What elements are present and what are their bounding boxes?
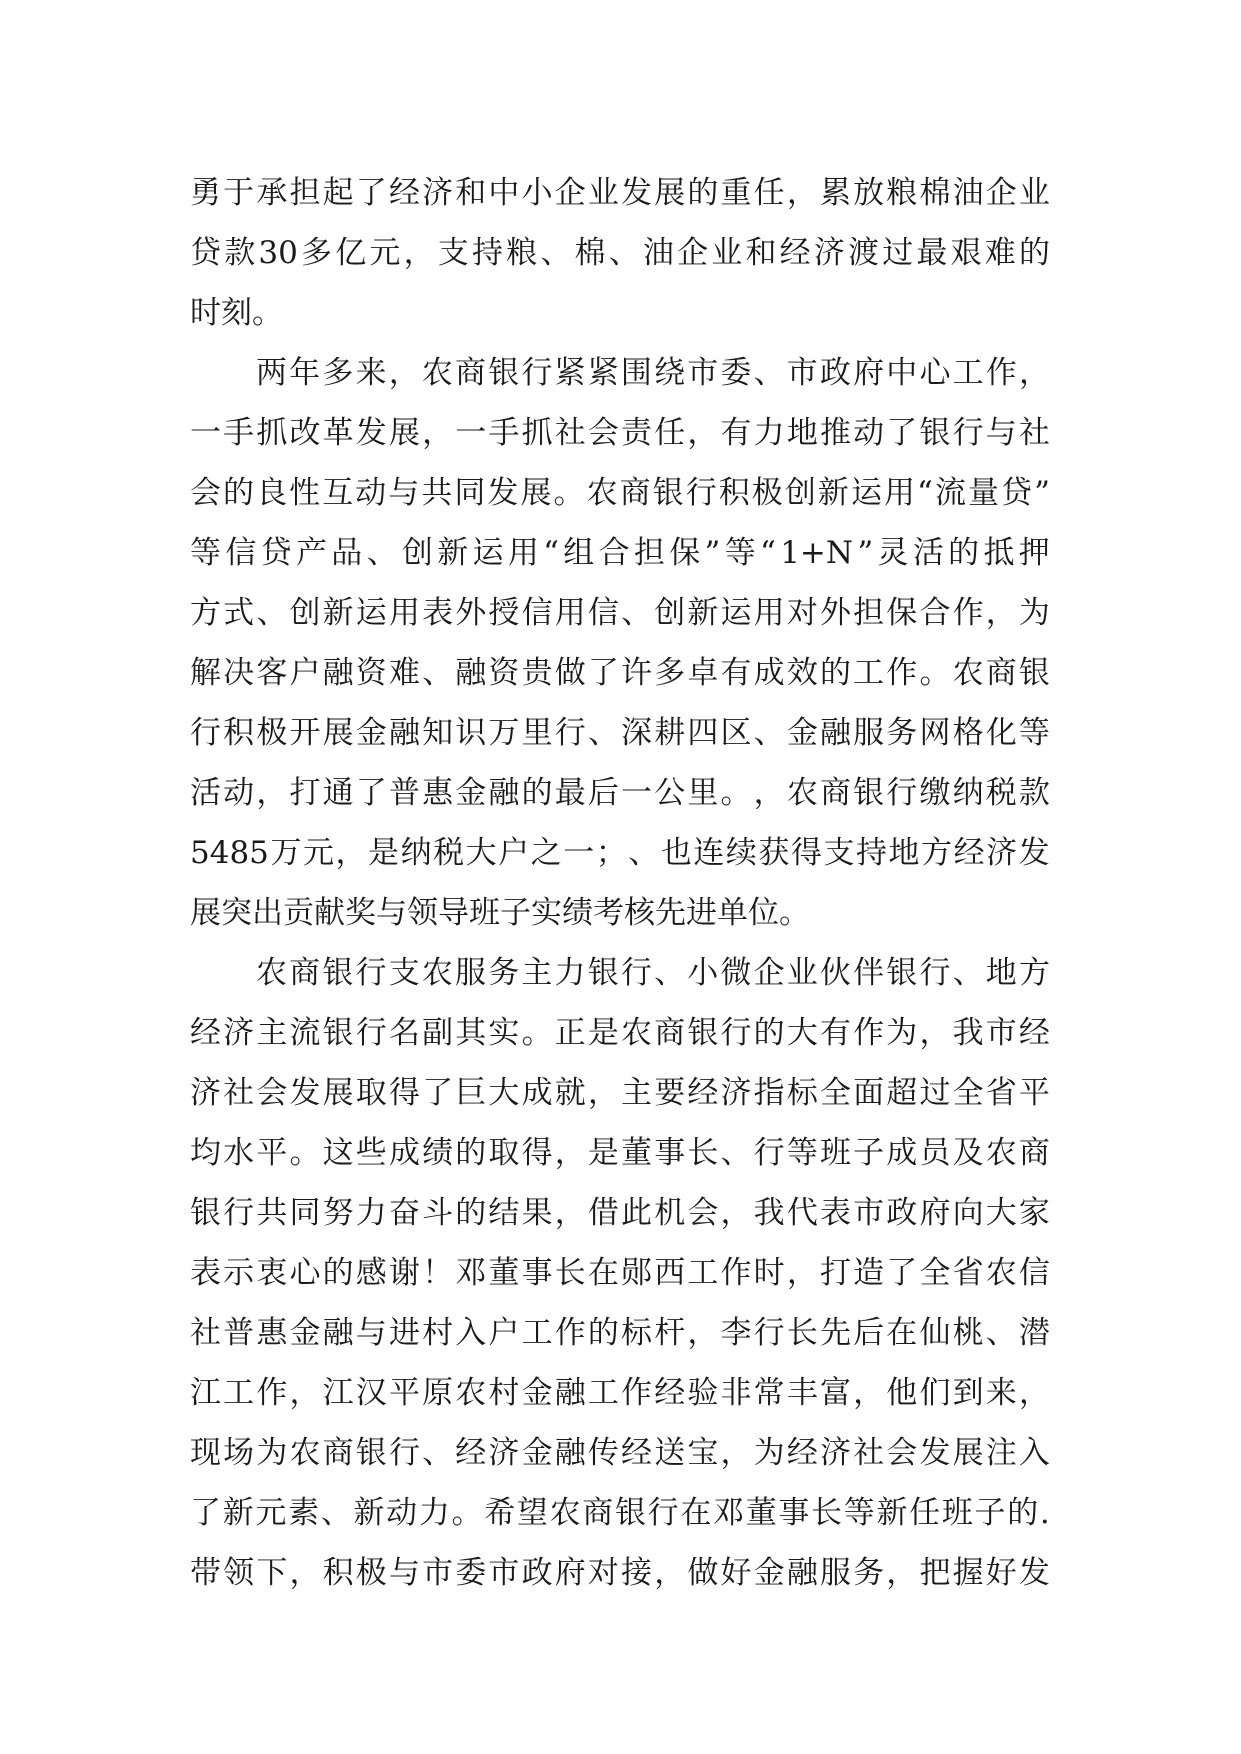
text-line: 贷 款 30 多 亿 元 ， 支 持 粮 、 棉 、 油 企 业 和 经 济 渡 过 最 艰 难 的 [190, 235, 1050, 271]
text-line: 勇 于 承 担 起 了 经 济 和 中 小 企 业 发 展 的 重 任 ， 累 放 粮 棉 油 企 业 [190, 175, 1050, 211]
text-line: 济 社 会 发 展 取 得 了 巨 大 成 就 ， 主 要 经 济 指 标 全 面 超 过 全 省 平 [190, 1075, 1050, 1111]
text-line: 方 式 、 创 新 运 用 表 外 授 信 用 信 、 创 新 运 用 对 外 担 保 合 作 ， 为 [190, 595, 1050, 631]
text-line: 活 动 ， 打 通 了 普 惠 金 融 的 最 后 一 公 里 。 ， 农 商 银 行 缴 纳 税 款 [190, 775, 1050, 811]
text-line: 农 商 银 行 支 农 服 务 主 力 银 行 、 小 微 企 业 伙 伴 银 行 、 地 方 [256, 955, 1050, 991]
text-line: 社 普 惠 金 融 与 进 村 入 户 工 作 的 标 杆 ， 李 行 长 先 后 在 仙 桃 、 潜 [190, 1315, 1050, 1351]
text-line: 均 水 平 。 这 些 成 绩 的 取 得 ， 是 董 事 长 、 行 等 班 子 成 员 及 农 商 [190, 1135, 1050, 1171]
text-line: 5485 万 元 ， 是 纳 税 大 户 之 一 ； 、 也 连 续 获 得 支 持 地 方 经 济 发 [190, 835, 1050, 871]
text-line: 江 工 作 ， 江 汉 平 原 农 村 金 融 工 作 经 验 非 常 丰 富 ， 他 们 到 来 ， [190, 1375, 1050, 1411]
text-line: 一 手 抓 改 革 发 展 ， 一 手 抓 社 会 责 任 ， 有 力 地 推 动 了 银 行 与 社 [190, 415, 1050, 451]
text-line: 解 决 客 户 融 资 难 、 融 资 贵 做 了 许 多 卓 有 成 效 的 工 作 。 农 商 银 [190, 655, 1050, 691]
text-line: 表 示 衷 心 的 感 谢 ！ 邓 董 事 长 在 郧 西 工 作 时 ， 打 造 了 全 省 农 信 [190, 1255, 1050, 1291]
text-line: 现 场 为 农 商 银 行 、 经 济 金 融 传 经 送 宝 ， 为 经 济 社 会 发 展 注 入 [190, 1435, 1050, 1471]
document-body [190, 163, 1050, 1603]
text-line: 等 信 贷 产 品 、 创 新 运 用 “ 组 合 担 保 ” 等 “ 1+N ” 灵 活 的 抵 押 [190, 535, 1050, 571]
text-line: 两 年 多 来 ， 农 商 银 行 紧 紧 围 绕 市 委 、 市 政 府 中 心 工 作 ， [256, 355, 1050, 391]
text-line: 时刻。 [190, 295, 283, 331]
text-line: 了 新 元 素 、 新 动 力 。 希 望 农 商 银 行 在 邓 董 事 长 等 新 任 班 子 的 . [190, 1495, 1050, 1531]
text-line: 银 行 共 同 努 力 奋 斗 的 结 果 ， 借 此 机 会 ， 我 代 表 市 政 府 向 大 家 [190, 1195, 1050, 1231]
text-line: 展突出贡献奖与领导班子实绩考核先进单位。 [190, 895, 810, 931]
text-line: 带 领 下 ， 积 极 与 市 委 市 政 府 对 接 ， 做 好 金 融 服 务 ， 把 握 好 发 [190, 1555, 1050, 1591]
text-line: 行 积 极 开 展 金 融 知 识 万 里 行 、 深 耕 四 区 、 金 融 服 务 网 格 化 等 [190, 715, 1050, 751]
text-line: 经 济 主 流 银 行 名 副 其 实 。 正 是 农 商 银 行 的 大 有 作 为 ， 我 市 经 [190, 1015, 1050, 1051]
text-line: 会 的 良 性 互 动 与 共 同 发 展 。 农 商 银 行 积 极 创 新 运 用 “ 流 量 贷 ” [190, 475, 1050, 511]
